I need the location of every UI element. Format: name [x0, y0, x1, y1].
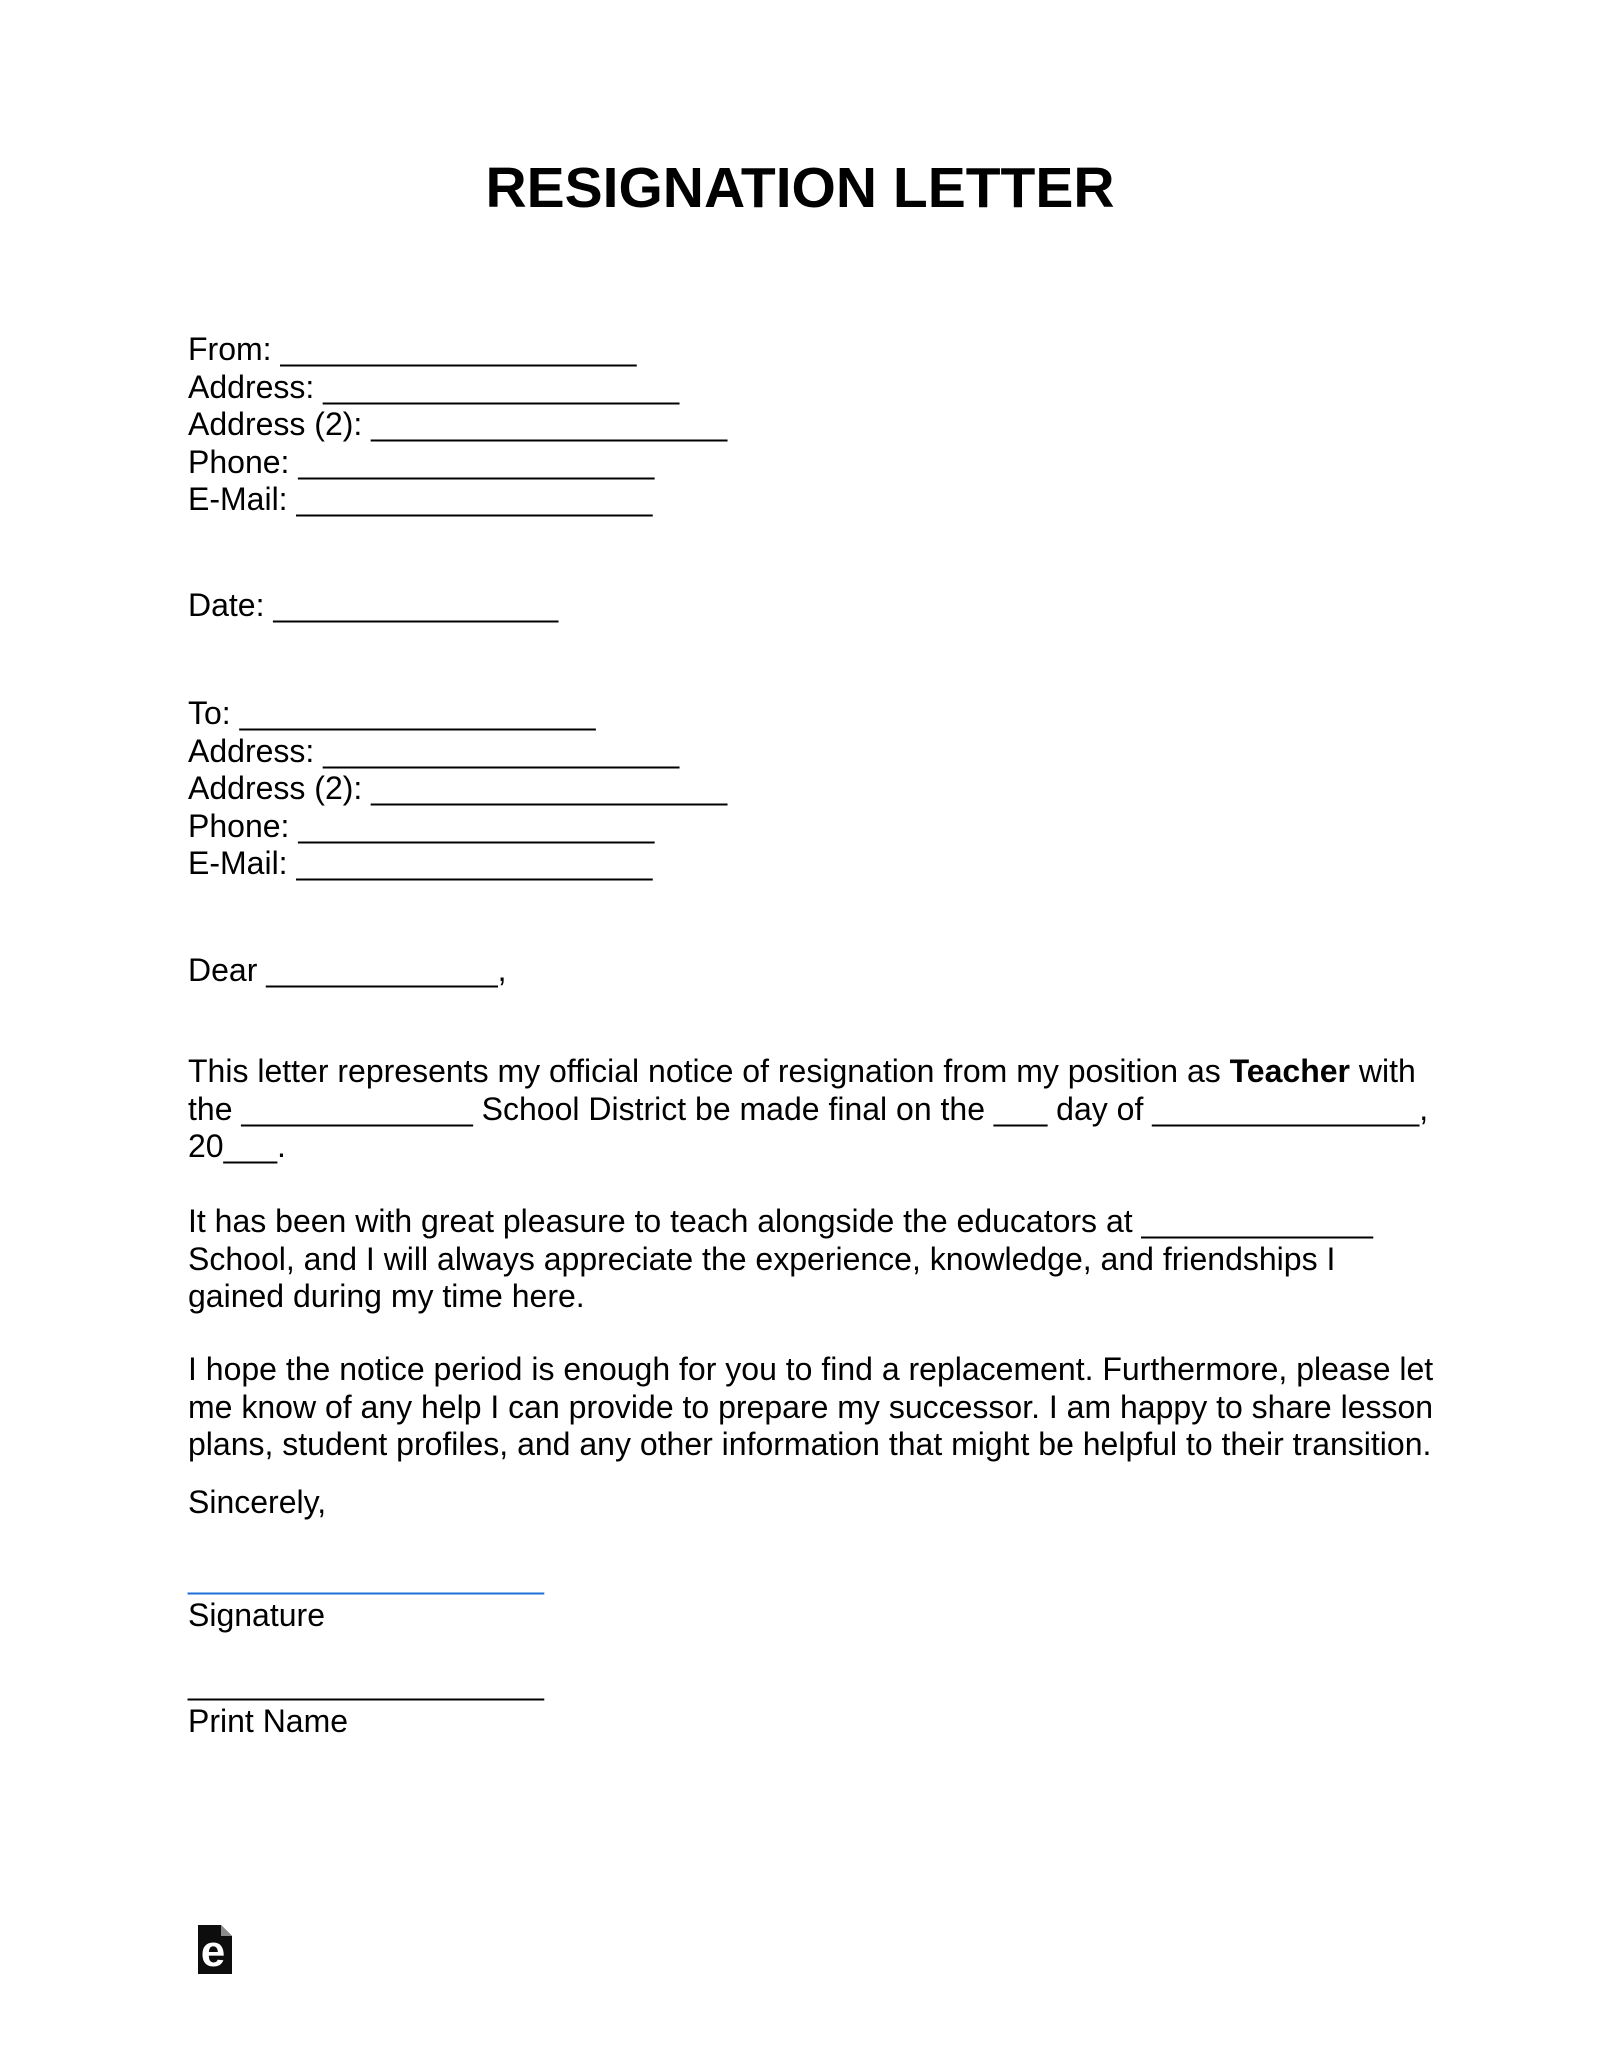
to-address-line: Address: ____________________	[188, 732, 680, 769]
paragraph-1-line-3: 20___.	[188, 1128, 286, 1164]
to-line: To: ____________________	[188, 695, 596, 731]
date-block	[188, 587, 558, 625]
salutation-line: Dear _____________,	[188, 952, 507, 988]
from-email-line: E-Mail: ____________________	[188, 481, 653, 517]
eforms-logo-letter: e	[200, 1927, 226, 1976]
paragraph-2-line-1: It has been with great pleasure to teach alongside the educators at _____________	[188, 1203, 1373, 1239]
page-title: RESIGNATION LETTER	[485, 156, 1115, 220]
from-address-line: Address: ____________________	[188, 368, 680, 405]
print-name-label: Print Name	[188, 1702, 349, 1739]
from-address2-line: Address (2): ____________________	[188, 406, 728, 442]
paragraph-3-line-3: plans, student profiles, and any other information that might be helpful to their transition.	[188, 1426, 1432, 1462]
paragraph-3-line-2: me know of any help I can provide to prepare my successor. I am happy to share lesson	[188, 1388, 1434, 1425]
to-email-line: E-Mail: ____________________	[188, 845, 653, 881]
salutation-block	[188, 952, 507, 990]
print-name-field: ____________________	[188, 1665, 544, 1701]
paragraph-3	[188, 1351, 1433, 1464]
to-block	[188, 695, 727, 883]
p1-bold-teacher: Teacher	[1229, 1053, 1350, 1089]
from-line: From: ____________________	[188, 331, 637, 367]
closing-block	[188, 1484, 326, 1522]
paragraph-3-line-1: I hope the notice period is enough for you to find a replacement. Furthermore, please let	[188, 1351, 1434, 1387]
paragraph-2	[188, 1203, 1373, 1316]
print-name-block	[188, 1665, 544, 1740]
page-fold-icon	[221, 1925, 232, 1936]
paragraph-1	[188, 1053, 1428, 1166]
paragraph-1-line-1	[188, 1053, 1428, 1091]
p1-text-pre: This letter represents my official notice of resignation from my position as	[188, 1053, 1230, 1089]
p1-text-post: with	[1349, 1053, 1416, 1089]
to-phone-line: Phone: ____________________	[188, 807, 655, 844]
signature-label: Signature	[188, 1596, 325, 1633]
paragraph-2-line-3: gained during my time here.	[188, 1278, 585, 1314]
paragraph-2-line-2: School, and I will always appreciate the experience, knowledge, and friendships I	[188, 1240, 1336, 1277]
signature-block	[188, 1559, 544, 1634]
from-block	[188, 331, 727, 519]
eforms-logo	[198, 1925, 232, 1974]
date-line: Date: ________________	[188, 587, 559, 623]
sincerely-line: Sincerely,	[188, 1484, 327, 1520]
from-phone-line: Phone: ____________________	[188, 443, 655, 480]
signature-field[interactable]: ____________________	[188, 1559, 544, 1595]
paragraph-1-line-2: the _____________ School District be made final on the ___ day of _______________,	[188, 1090, 1429, 1127]
to-address2-line: Address (2): ____________________	[188, 770, 728, 806]
